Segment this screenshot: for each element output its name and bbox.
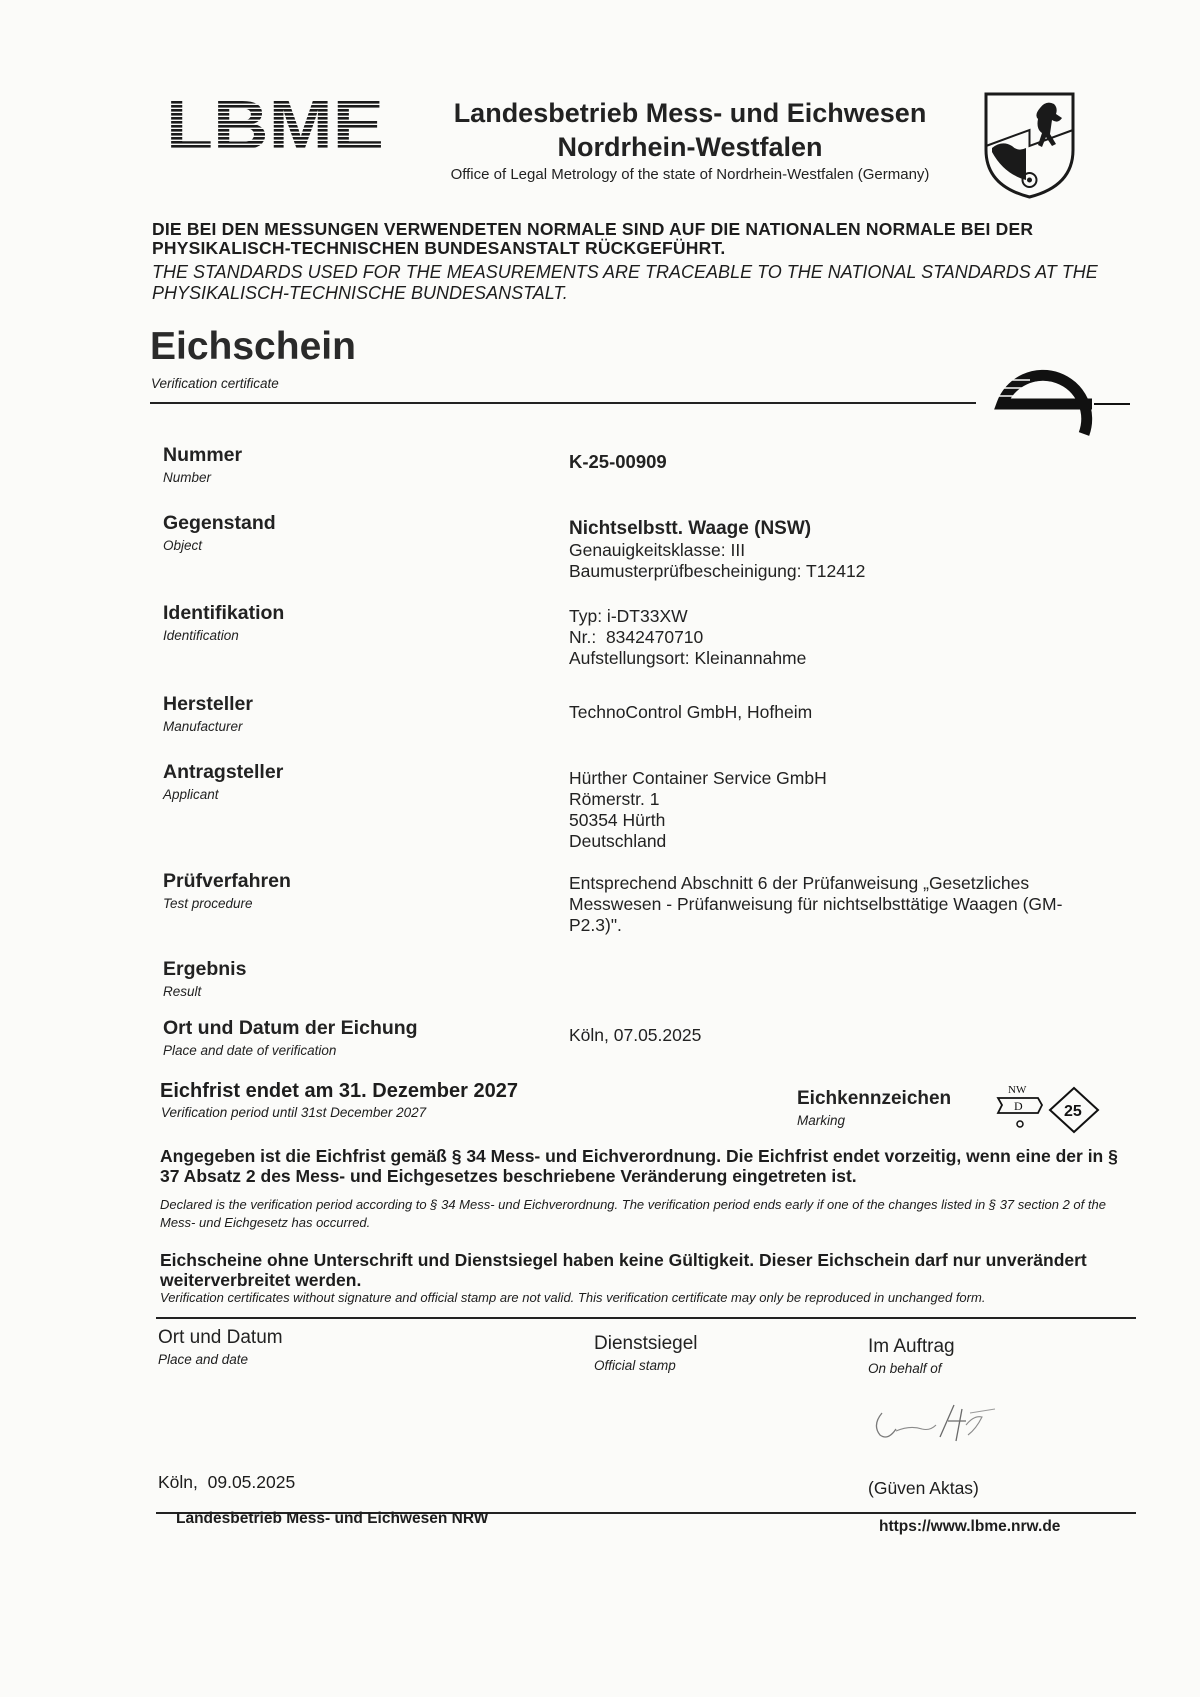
field-identification-value bbox=[569, 606, 1129, 669]
on-behalf-label-en: On behalf of bbox=[868, 1361, 942, 1376]
validity-note-en: Verification certificates without signature and official stamp are not valid. This verification certificate may only be reproduced in unchanged form. bbox=[160, 1290, 986, 1305]
applicant-street: Römerstr. 1 bbox=[569, 789, 660, 809]
organization-subtitle: Office of Legal Metrology of the state of Nordrhein-Westfalen (Germany) bbox=[450, 166, 930, 183]
field-place-date-label-group bbox=[163, 1017, 583, 1058]
official-stamp-column bbox=[594, 1333, 698, 1373]
field-manufacturer-label-group bbox=[163, 693, 543, 734]
e-mark-icon bbox=[980, 360, 1130, 455]
mark-year-text: 25 bbox=[1064, 1103, 1082, 1120]
document-title: Eichschein bbox=[150, 325, 356, 368]
field-manufacturer-label-en: Manufacturer bbox=[163, 719, 243, 734]
field-identification-label: Identifikation bbox=[163, 602, 285, 624]
field-number-label-en: Number bbox=[163, 470, 212, 485]
marking-label-en: Marking bbox=[797, 1113, 846, 1128]
mark-nw-text: NW bbox=[1008, 1084, 1027, 1096]
traceability-statement-de: DIE BEI DEN MESSUNGEN VERWENDETEN NORMALE SIND AUF DIE NATIONALEN NORMALE BEI DER PHYSIKALISCH-TECHNISCHEN BUNDESANSTALT RÜCKGEFÜHRT. bbox=[152, 219, 1034, 258]
svg-text:LBME: LBME bbox=[166, 93, 384, 155]
applicant-city: 50354 Hürth bbox=[569, 810, 666, 830]
marking-label-group bbox=[797, 1088, 951, 1128]
on-behalf-column bbox=[868, 1336, 955, 1376]
field-object-label-group bbox=[163, 512, 543, 553]
place-date-column bbox=[158, 1327, 283, 1367]
field-identification-label-group bbox=[163, 602, 543, 643]
on-behalf-label: Im Auftrag bbox=[868, 1336, 955, 1357]
verification-mark-icon bbox=[994, 1080, 1104, 1140]
field-place-date-label: Ort und Datum der Eichung bbox=[163, 1017, 418, 1039]
applicant-company: Hürther Container Service GmbH bbox=[569, 768, 827, 788]
signature-date: Köln, 09.05.2025 bbox=[158, 1472, 296, 1492]
test-procedure-value: Entsprechend Abschnitt 6 der Prüfanweisung „Gesetzliches Messwesen - Prüfanweisung für nichtselbsttätige Waagen (GM-P2.3)". bbox=[569, 873, 1063, 935]
field-manufacturer-label: Hersteller bbox=[163, 693, 253, 715]
certificate-number: K-25-00909 bbox=[569, 451, 667, 472]
object-name: Nichtselbstt. Waage (NSW) bbox=[569, 518, 812, 539]
declaration-en: Declared is the verification period according to § 34 Mess- und Eichverordnung. The verification period ends early if one of the changes listed in § 37 section 2 of the Mess- und Eichgesetz has occurred. bbox=[160, 1197, 1106, 1230]
field-result-label: Ergebnis bbox=[163, 958, 247, 980]
traceability-statement-en: THE STANDARDS USED FOR THE MEASUREMENTS ARE TRACEABLE TO THE NATIONAL STANDARDS AT THE PHYSIKALISCH-TECHNISCHE BUNDESANSTALT. bbox=[152, 262, 1098, 303]
signature-divider bbox=[156, 1317, 1136, 1319]
nrw-coat-of-arms-icon bbox=[982, 90, 1077, 200]
field-test-procedure-label-group bbox=[163, 870, 543, 911]
marking-label: Eichkennzeichen bbox=[797, 1088, 952, 1109]
organization-title-line2: Nordrhein-Westfalen bbox=[557, 132, 823, 162]
identification-serial: Nr.: 8342470710 bbox=[569, 627, 704, 647]
field-applicant-value bbox=[569, 768, 1129, 852]
verification-period-en: Verification period until 31st December 2027 bbox=[161, 1105, 427, 1120]
organization-title-line1: Landesbetrieb Mess- und Eichwesen bbox=[453, 98, 927, 128]
place-date-label: Ort und Datum bbox=[158, 1327, 283, 1348]
organization-title bbox=[420, 96, 960, 164]
place-date-label-en: Place and date bbox=[158, 1352, 249, 1367]
field-applicant-label: Antragsteller bbox=[163, 761, 284, 783]
identification-location: Aufstellungsort: Kleinannahme bbox=[569, 648, 807, 668]
official-stamp-label: Dienstsiegel bbox=[594, 1333, 698, 1354]
field-test-procedure-label-en: Test procedure bbox=[163, 896, 253, 911]
field-object-label: Gegenstand bbox=[163, 512, 276, 534]
identification-type: Typ: i-DT33XW bbox=[569, 606, 688, 626]
applicant-country: Deutschland bbox=[569, 831, 667, 851]
title-divider bbox=[150, 402, 976, 404]
field-applicant-label-group bbox=[163, 761, 543, 802]
verification-period-de: Eichfrist endet am 31. Dezember 2027 bbox=[160, 1080, 518, 1102]
signer-name: (Güven Aktas) bbox=[868, 1478, 979, 1498]
field-object-label-en: Object bbox=[163, 538, 203, 553]
field-number-label-group bbox=[163, 444, 543, 485]
field-object-value bbox=[569, 518, 1129, 582]
lbme-logo bbox=[166, 93, 386, 155]
field-result-label-en: Result bbox=[163, 984, 202, 999]
official-stamp-label-en: Official stamp bbox=[594, 1358, 676, 1373]
verification-place-date: Köln, 07.05.2025 bbox=[569, 1025, 702, 1045]
manufacturer-value: TechnoControl GmbH, Hofheim bbox=[569, 702, 813, 722]
object-accuracy-class: Genauigkeitsklasse: III bbox=[569, 540, 746, 560]
field-test-procedure-label: Prüfverfahren bbox=[163, 870, 291, 892]
object-type-examination: Baumusterprüfbescheinigung: T12412 bbox=[569, 561, 866, 581]
declaration-de: Angegeben ist die Eichfrist gemäß § 34 Mess- und Eichverordnung. Die Eichfrist endet vorzeitig, wenn eine der in § 37 Absatz 2 des Mess- und Eichgesetzes beschriebene Veränderung eingetreten ist. bbox=[160, 1146, 1118, 1186]
field-place-date-label-en: Place and date of verification bbox=[163, 1043, 337, 1058]
field-result-label-group bbox=[163, 958, 543, 999]
document-subtitle: Verification certificate bbox=[151, 376, 279, 391]
handwritten-signature bbox=[870, 1395, 1000, 1450]
footer-website-link[interactable]: https://www.lbme.nrw.de bbox=[879, 1518, 1061, 1535]
field-applicant-label-en: Applicant bbox=[163, 787, 219, 802]
field-identification-label-en: Identification bbox=[163, 628, 239, 643]
footer-organization: Landesbetrieb Mess- und Eichwesen NRW bbox=[176, 1510, 489, 1527]
validity-note-de: Eichscheine ohne Unterschrift und Dienstsiegel haben keine Gültigkeit. Dieser Eichschein darf nur unverändert weiterverbreitet werden. bbox=[160, 1250, 1087, 1290]
mark-d-text: D bbox=[1014, 1099, 1023, 1113]
field-number-label: Nummer bbox=[163, 444, 243, 466]
